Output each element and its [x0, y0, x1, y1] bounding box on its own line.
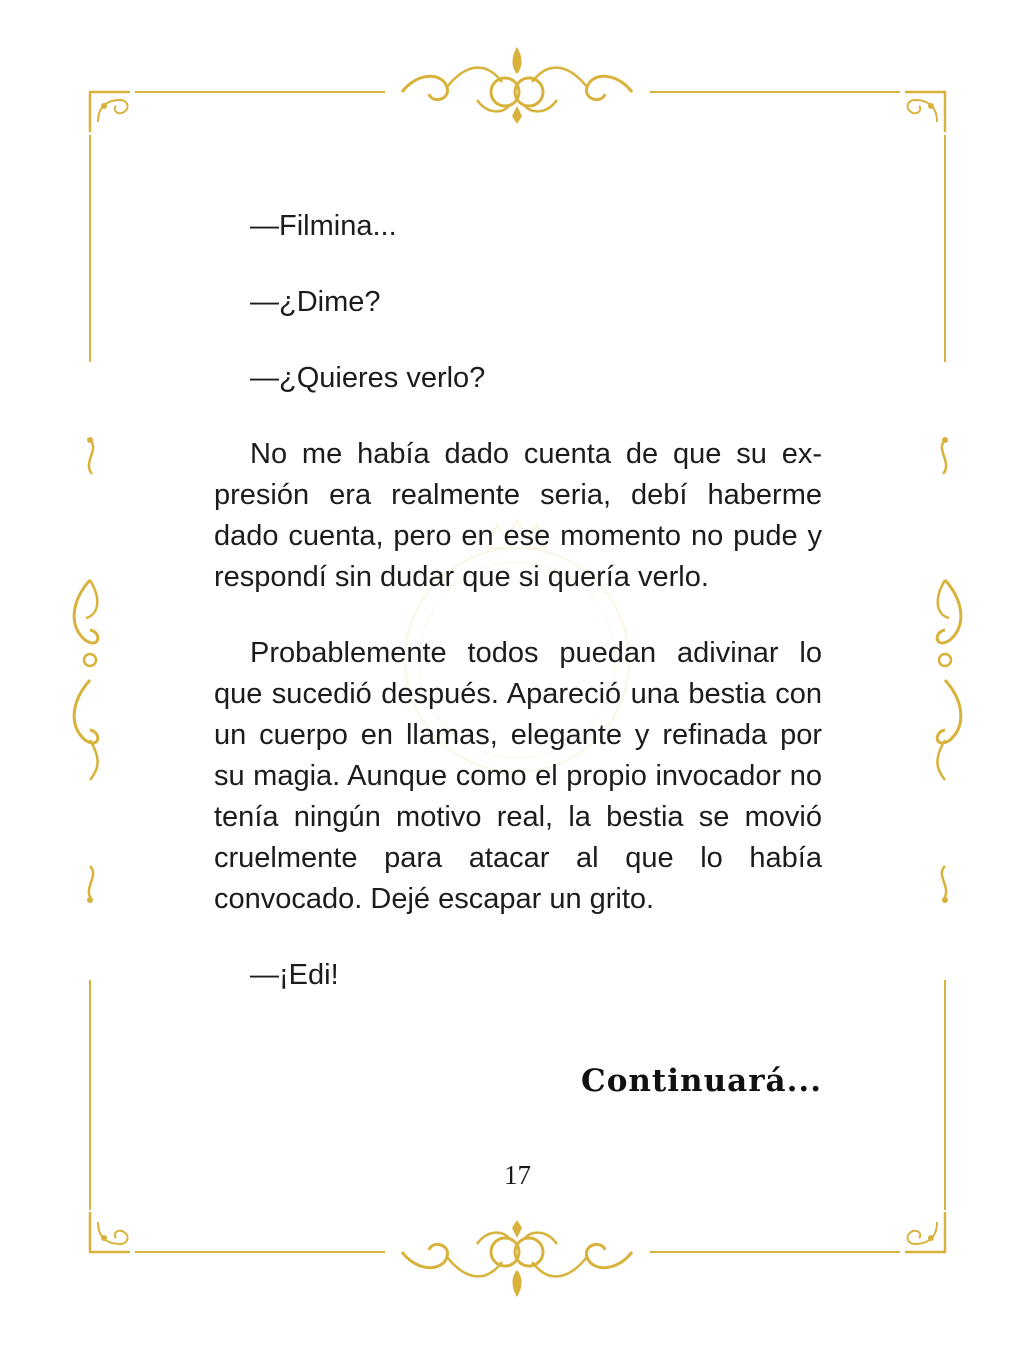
story-text — [214, 206, 822, 1031]
corner-flourish-icon — [90, 1212, 130, 1252]
corner-flourish-icon — [905, 92, 945, 132]
paragraph: No me había dado cuenta de que su expresión era realmente seria, debí haberme dado cuenta, pero en ese momento no pude y respondí sin dudar que si quería verlo. — [214, 438, 822, 593]
corner-flourish-icon — [90, 92, 130, 132]
side-swirl-ornament-icon — [74, 437, 98, 903]
dialogue-line: —¿Dime? — [250, 286, 381, 318]
dialogue-line: —Filmina... — [250, 210, 397, 242]
continued-label: Continuará... — [581, 1063, 822, 1099]
center-scroll-ornament-icon — [402, 47, 632, 124]
center-scroll-ornament-icon — [402, 1220, 632, 1297]
corner-flourish-icon — [905, 1212, 945, 1252]
side-swirl-ornament-icon — [937, 437, 961, 903]
dialogue-line: —¿Quieres verlo? — [250, 362, 486, 394]
paragraph: Probablemente todos puedan adivinar lo que sucedió después. Apareció una bestia con un cuerpo en llamas, elegante y refinada por su magia. Aunque como el propio invocador no tenía ningún motivo real, la bestia se movió cruelmente para atacar al que lo había convocado. Dejé escapar un grito. — [214, 637, 822, 915]
dialogue-line: —¡Edi! — [250, 959, 339, 991]
page-number: 17 — [504, 1160, 531, 1190]
